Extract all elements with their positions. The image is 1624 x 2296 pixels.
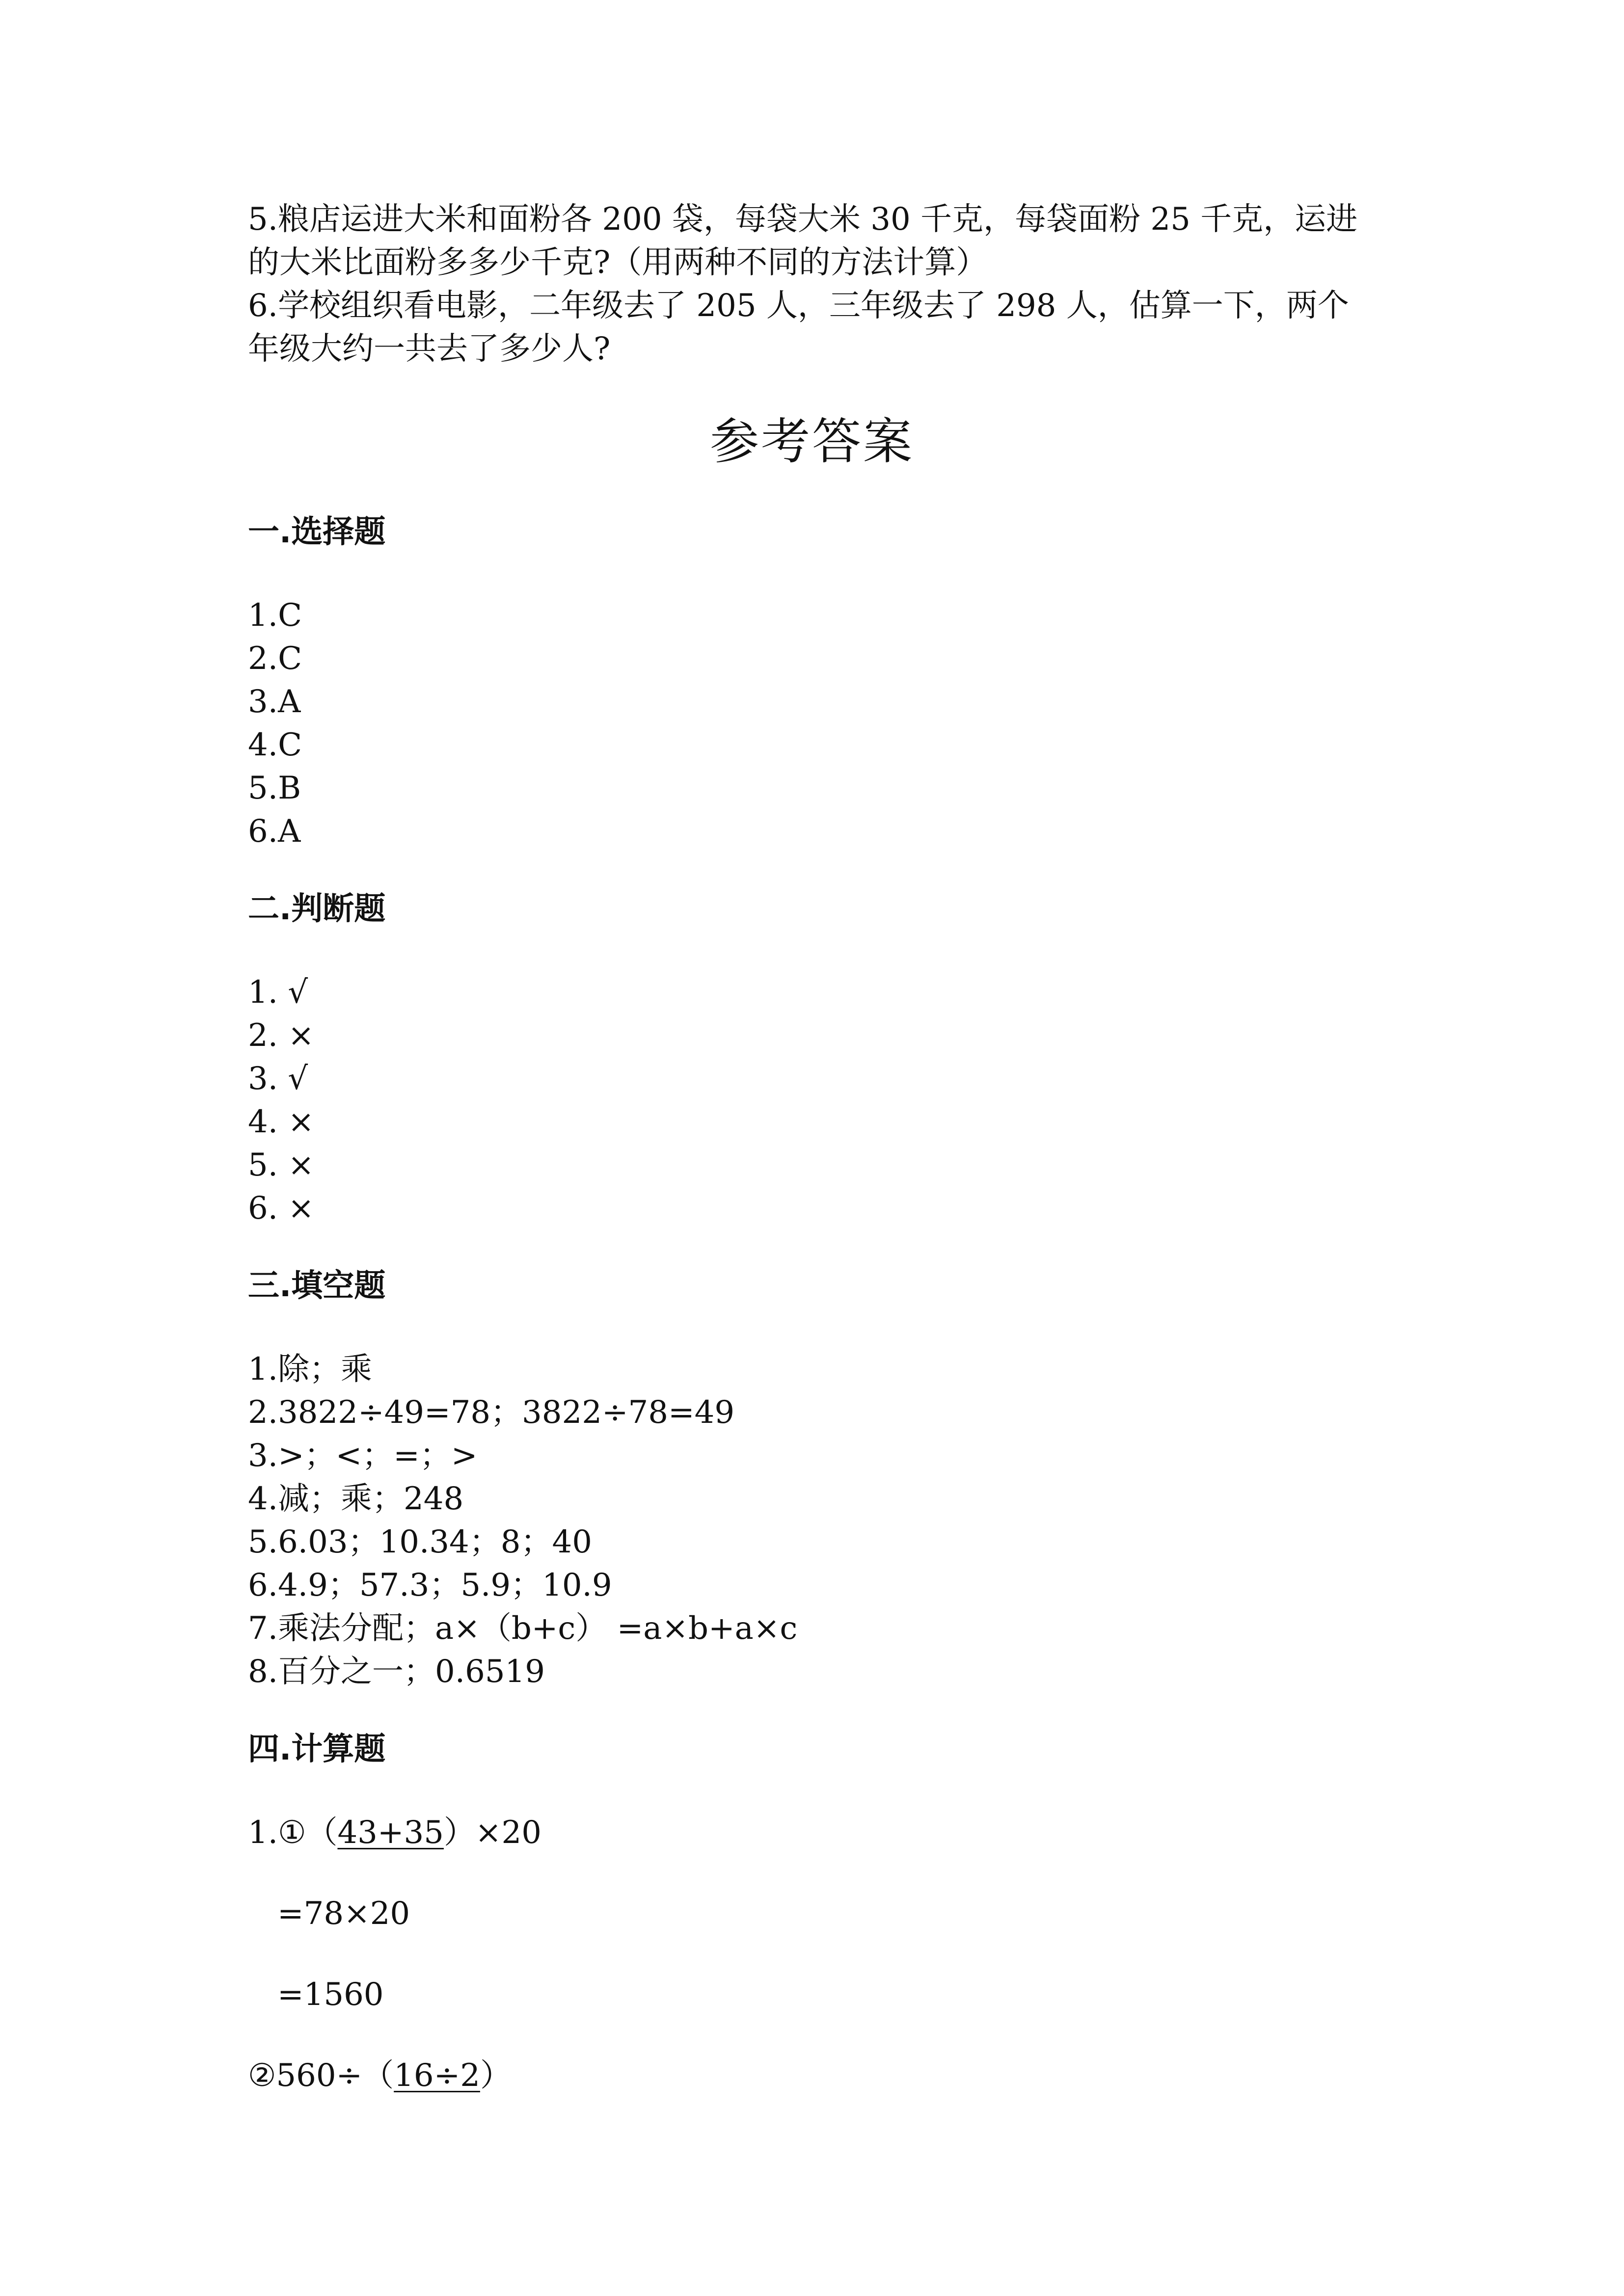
calc-item-2-underlined: 16÷2 [394, 2057, 480, 2094]
calc-item-1-step-2: =1560 [277, 1976, 384, 2013]
choice-answer-1: 1.C [248, 597, 302, 634]
answer-key-title: 参考答案 [710, 413, 914, 470]
section-heading-choice: 一.选择题 [248, 514, 386, 550]
fill-answer-7: 7.乘法分配；a×（b+c） =a×b+a×c [248, 1610, 798, 1647]
section-heading-calc: 四.计算题 [248, 1731, 386, 1767]
choice-answer-3: 3.A [248, 684, 301, 720]
calc-item-2 [248, 2054, 512, 2097]
judge-answer-6: 6. × [248, 1190, 315, 1227]
fill-answer-8: 8.百分之一；0.6519 [248, 1654, 545, 1690]
section-heading-judge: 二.判断题 [248, 891, 386, 927]
question-5-line-2: 的大米比面粉多多少千克?（用两种不同的方法计算） [248, 244, 988, 281]
fill-answer-5: 5.6.03；10.34；8；40 [248, 1524, 592, 1560]
fill-answer-3: 3.>；<；=；> [248, 1438, 478, 1474]
judge-answer-5: 5. × [248, 1147, 315, 1183]
fill-answer-2: 2.3822÷49=78；3822÷78=49 [248, 1394, 735, 1431]
calc-item-1-suffix: ）×20 [443, 1815, 541, 1851]
calc-item-1-step-1: =78×20 [277, 1896, 410, 1932]
fill-answer-6: 6.4.9；57.3；5.9；10.9 [248, 1567, 612, 1603]
choice-answer-4: 4.C [248, 727, 302, 763]
fill-answer-4: 4.减；乘；248 [248, 1481, 464, 1517]
question-5-line-1: 5.粮店运进大米和面粉各 200 袋，每袋大米 30 千克，每袋面粉 25 千克，运进 [248, 201, 1358, 238]
judge-answer-2: 2. × [248, 1017, 315, 1054]
section-heading-fill: 三.填空题 [248, 1268, 386, 1304]
calc-item-1-underlined: 43+35 [337, 1815, 444, 1851]
judge-answer-1: 1. √ [248, 974, 308, 1011]
question-6-line-2: 年级大约一共去了多少人? [248, 331, 611, 367]
calc-item-1-prefix: 1.①（ [248, 1815, 338, 1851]
calc-item-2-prefix: ②560÷（ [248, 2057, 394, 2094]
question-6-line-1: 6.学校组织看电影，二年级去了 205 人，三年级去了 298 人，估算一下，两个 [248, 288, 1349, 324]
judge-answer-4: 4. × [248, 1104, 315, 1140]
choice-answer-6: 6.A [248, 813, 301, 850]
choice-answer-2: 2.C [248, 641, 302, 677]
judge-answer-3: 3. √ [248, 1061, 308, 1097]
calc-item-2-suffix: ） [480, 2057, 512, 2094]
calc-item-1 [248, 1811, 541, 1854]
choice-answer-5: 5.B [248, 770, 301, 806]
fill-answer-1: 1.除；乘 [248, 1351, 373, 1388]
